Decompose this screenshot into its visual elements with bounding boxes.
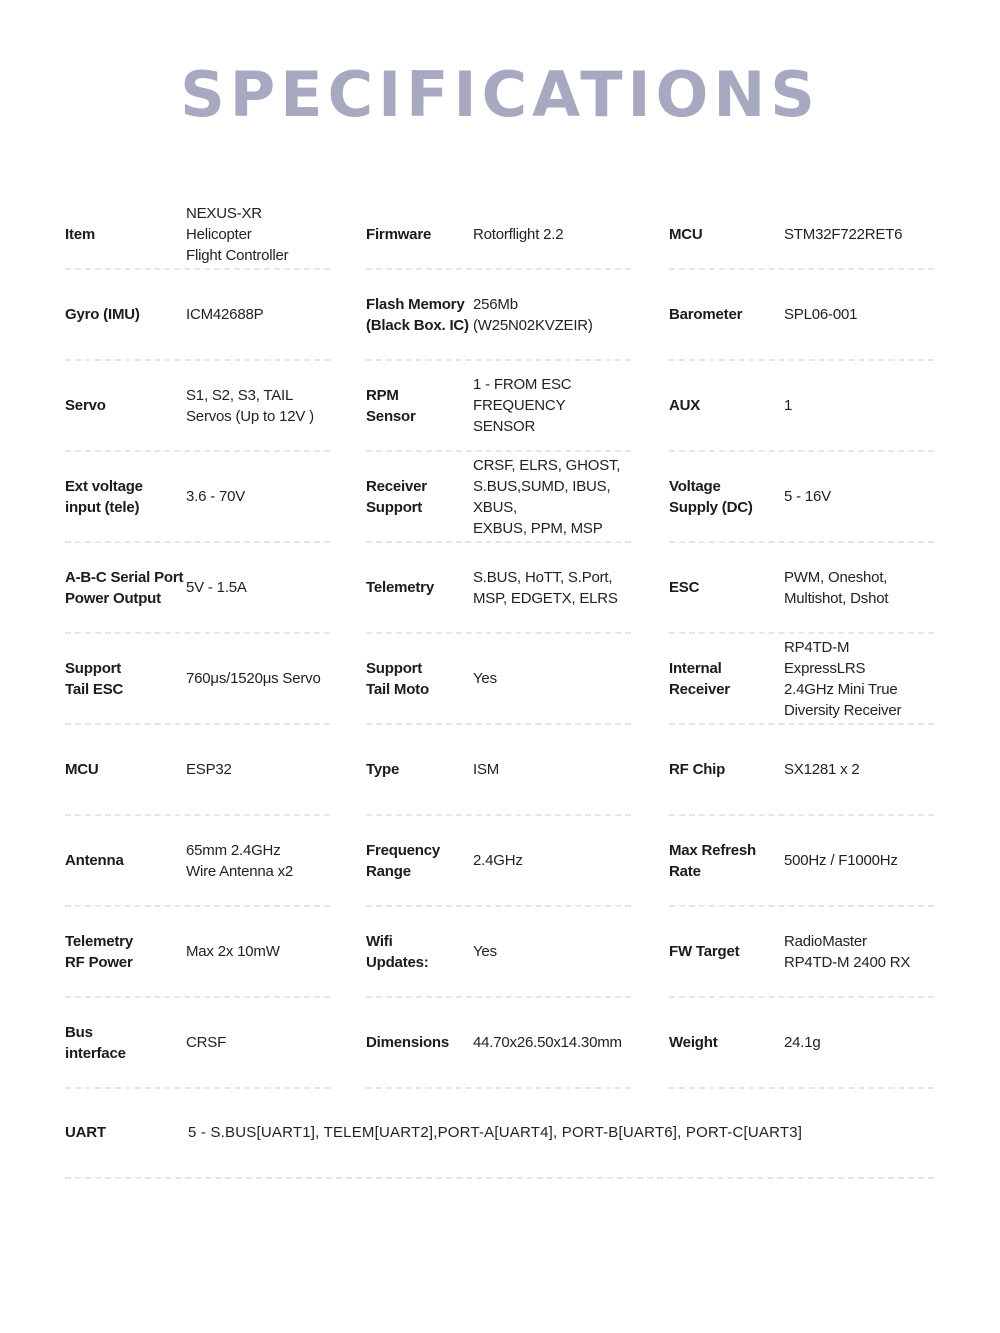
spec-cell — [65, 543, 330, 634]
spec-label: Internal Receiver — [669, 659, 730, 698]
spec-value: ICM42688P — [186, 306, 264, 323]
spec-label: Flash Memory (Black Box. IC) — [366, 295, 469, 334]
spec-label: ESC — [669, 579, 700, 596]
spec-label: Receiver Support — [366, 477, 427, 516]
spec-cell — [366, 907, 631, 998]
spec-label: Bus interface — [65, 1023, 126, 1062]
spec-label: MCU — [669, 226, 703, 243]
spec-cell — [366, 634, 631, 725]
spec-cell — [366, 452, 631, 543]
spec-label: MCU — [65, 761, 99, 778]
spec-label: A-B-C Serial Port Power Output — [65, 568, 184, 607]
spec-label: RF Chip — [669, 761, 726, 778]
spec-cell — [366, 725, 631, 816]
spec-value: Rotorflight 2.2 — [473, 226, 564, 243]
spec-cell — [669, 543, 934, 634]
spec-label: Type — [366, 761, 400, 778]
spec-value: Yes — [473, 670, 497, 687]
spec-value: STM32F722RET6 — [784, 226, 903, 243]
spec-cell — [366, 543, 631, 634]
spec-label: Barometer — [669, 306, 743, 323]
spec-label: Firmware — [366, 226, 432, 243]
spec-label: Gyro (IMU) — [65, 306, 140, 323]
spec-value: CRSF — [186, 1034, 227, 1051]
spec-cell — [366, 998, 631, 1089]
spec-value: RadioMaster RP4TD-M 2400 RX — [784, 932, 911, 971]
spec-value: Yes — [473, 943, 497, 960]
spec-value: 44.70x26.50x14.30mm — [473, 1034, 622, 1051]
spec-value: Max 2x 10mW — [186, 943, 280, 960]
spec-cell — [669, 725, 934, 816]
spec-cell — [65, 907, 330, 998]
spec-cell — [65, 361, 330, 452]
spec-label: Support Tail ESC — [65, 659, 124, 698]
spec-label: Item — [65, 226, 96, 243]
spec-value: 1 - FROM ESC FREQUENCY SENSOR — [473, 376, 572, 435]
spec-value: S.BUS, HoTT, S.Port, MSP, EDGETX, ELRS — [473, 568, 618, 607]
spec-value: 1 — [784, 397, 793, 414]
spec-label: Telemetry RF Power — [65, 932, 133, 971]
spec-label: Voltage Supply (DC) — [669, 477, 753, 516]
page-title: SPECIFICATIONS — [180, 58, 820, 131]
spec-cell — [65, 634, 330, 725]
spec-label: Wifi Updates: — [366, 932, 429, 971]
spec-value: S1, S2, S3, TAIL Servos (Up to 12V ) — [186, 386, 314, 425]
spec-value: 2.4GHz — [473, 852, 523, 869]
spec-cell — [65, 998, 330, 1089]
spec-value: 5 - S.BUS[UART1], TELEM[UART2],PORT-A[UART4], PORT-B[UART6], PORT-C[UART3] — [188, 1124, 803, 1141]
spec-value: 24.1g — [784, 1034, 821, 1051]
spec-value: ESP32 — [186, 761, 232, 778]
spec-label: UART — [65, 1124, 106, 1141]
spec-label: AUX — [669, 397, 701, 414]
spec-label: Max Refresh Rate — [669, 841, 757, 880]
spec-cell — [669, 816, 934, 907]
spec-cell — [366, 201, 631, 270]
spec-cell — [669, 361, 934, 452]
spec-cell — [65, 270, 330, 361]
spec-value: 256Mb (W25N02KVZEIR) — [473, 295, 593, 334]
spec-value: NEXUS-XR Helicopter Flight Controller — [186, 205, 289, 264]
spec-label: Antenna — [65, 852, 124, 869]
spec-cell — [65, 725, 330, 816]
spec-value: 5V - 1.5A — [186, 579, 247, 596]
spec-value: PWM, Oneshot, Multishot, Dshot — [784, 568, 889, 607]
spec-value: 3.6 - 70V — [186, 488, 246, 505]
spec-value: ISM — [473, 761, 500, 778]
spec-cell — [65, 452, 330, 543]
spec-cell — [669, 452, 934, 543]
spec-cell — [669, 270, 934, 361]
spec-cell — [669, 998, 934, 1089]
spec-value: CRSF, ELRS, GHOST, S.BUS,SUMD, IBUS, XBUS, EXBUS, PPM, MSP — [473, 456, 621, 537]
spec-cell — [366, 816, 631, 907]
spec-cell — [366, 361, 631, 452]
spec-value: 500Hz / F1000Hz — [784, 852, 898, 869]
spec-label: Weight — [669, 1034, 718, 1051]
spec-label: Support Tail Moto — [366, 659, 429, 698]
spec-value: RP4TD-M ExpressLRS 2.4GHz Mini True Diversity Receiver — [784, 638, 902, 719]
spec-cell — [366, 270, 631, 361]
spec-cell — [669, 201, 934, 270]
spec-row-uart — [65, 1088, 934, 1179]
spec-cell — [65, 816, 330, 907]
spec-cell — [669, 907, 934, 998]
spec-value: 5 - 16V — [784, 488, 831, 505]
spec-value: SX1281 x 2 — [784, 761, 860, 778]
spec-label: FW Target — [669, 943, 740, 960]
spec-label: Servo — [65, 397, 106, 414]
spec-label: Frequency Range — [366, 841, 441, 880]
spec-value: 760μs/1520μs Servo — [186, 670, 321, 687]
spec-value: 65mm 2.4GHz Wire Antenna x2 — [186, 841, 294, 880]
spec-value: SPL06-001 — [784, 306, 858, 323]
spec-label: RPM Sensor — [366, 386, 416, 425]
spec-cell — [65, 201, 330, 270]
spec-label: Dimensions — [366, 1034, 450, 1051]
spec-label: Telemetry — [366, 579, 434, 596]
spec-cell — [669, 634, 934, 725]
spec-label: Ext voltage input (tele) — [65, 477, 143, 516]
